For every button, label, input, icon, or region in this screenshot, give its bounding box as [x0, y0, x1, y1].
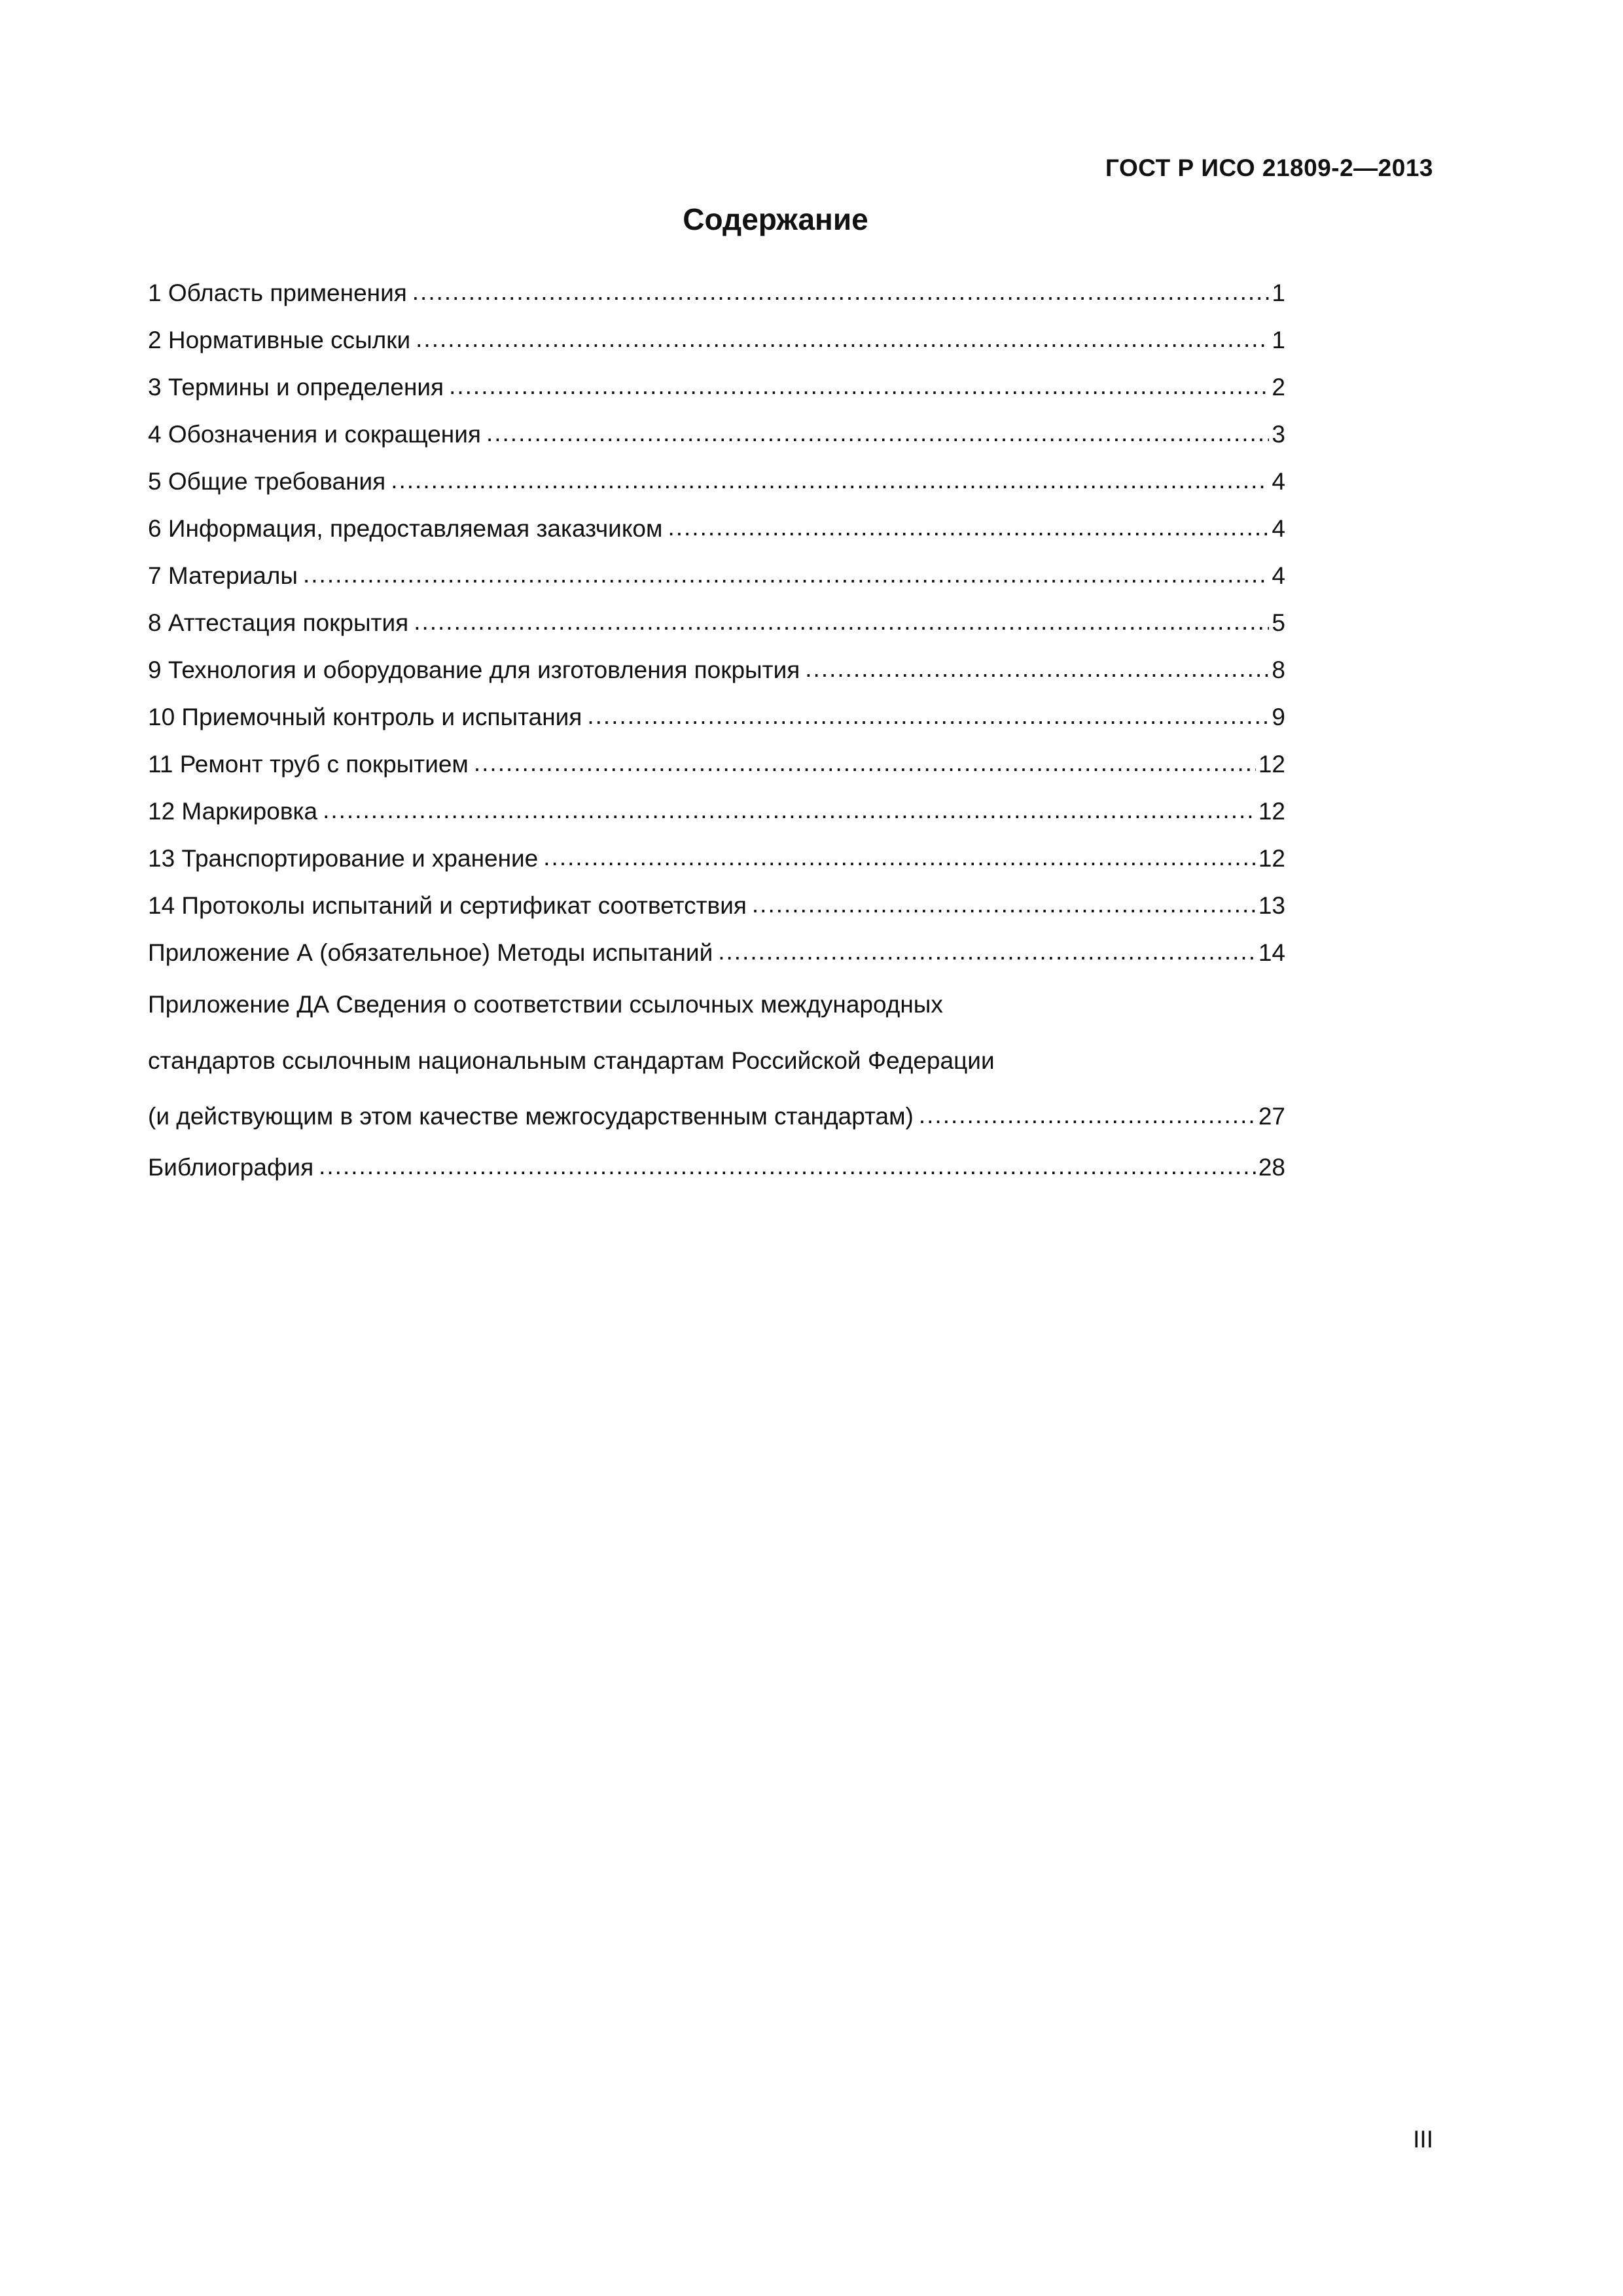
toc-entry-page: 28 — [1258, 1154, 1285, 1181]
dot-leader — [319, 1143, 1256, 1190]
toc-entry-label: 13 Транспортирование и хранение — [148, 845, 539, 872]
toc-entry[interactable] — [148, 788, 1285, 835]
toc-entry-label: 8 Аттестация покрытия — [148, 609, 409, 636]
toc-entry-label: (и действующим в этом качестве межгосударственным стандартам) — [148, 1103, 914, 1130]
toc-entry-label: 6 Информация, предоставляемая заказчиком — [148, 515, 663, 542]
toc-entry[interactable] — [148, 270, 1285, 317]
dot-leader — [391, 457, 1269, 504]
toc-entry[interactable] — [148, 411, 1285, 458]
toc-entry[interactable] — [148, 505, 1285, 552]
dot-leader — [303, 551, 1269, 598]
toc-entry[interactable] — [148, 694, 1285, 741]
dot-leader — [752, 881, 1256, 928]
toc-entry[interactable] — [148, 600, 1285, 647]
toc-entry-page: 13 — [1258, 892, 1285, 919]
toc-entry[interactable] — [148, 364, 1285, 411]
table-of-contents — [148, 270, 1285, 1191]
toc-entry-page: 5 — [1272, 609, 1285, 636]
toc-entry[interactable] — [148, 835, 1285, 882]
dot-leader — [486, 410, 1269, 457]
toc-entry-label: 7 Материалы — [148, 562, 298, 589]
toc-entry-label: 11 Ремонт труб с покрытием — [148, 751, 469, 778]
toc-entry-label: 9 Технология и оборудование для изготовления покрытия — [148, 656, 800, 683]
toc-entry-label: 14 Протоколы испытаний и сертификат соответствия — [148, 892, 747, 919]
toc-entry-page: 12 — [1258, 751, 1285, 778]
toc-entry-label: 12 Маркировка — [148, 798, 318, 825]
toc-entry-page: 2 — [1272, 374, 1285, 401]
toc-entry-appendix-da-line1[interactable]: Приложение ДА Сведения о соответствии ссылочных международных — [148, 991, 943, 1018]
toc-entry[interactable] — [148, 458, 1285, 505]
toc-entry-label: Библиография — [148, 1154, 314, 1181]
dot-leader — [805, 645, 1269, 692]
dot-leader — [718, 928, 1256, 975]
toc-entry-label: 5 Общие требования — [148, 468, 386, 495]
toc-entry-page: 4 — [1272, 515, 1285, 542]
toc-entry-appendix-da-line3[interactable] — [148, 1089, 1285, 1144]
toc-entry-page: 4 — [1272, 562, 1285, 589]
toc-entry-page: 3 — [1272, 421, 1285, 448]
toc-entry-label: 3 Термины и определения — [148, 374, 444, 401]
dot-leader — [414, 598, 1269, 645]
toc-entry[interactable] — [148, 741, 1285, 788]
toc-entry-page: 1 — [1272, 327, 1285, 353]
toc-entry-label: Приложение А (обязательное) Методы испытаний — [148, 939, 713, 966]
toc-entry-page: 4 — [1272, 468, 1285, 495]
toc-entry-bibliography[interactable] — [148, 1144, 1285, 1191]
dot-leader — [416, 315, 1269, 363]
document-code: ГОСТ Р ИСО 21809-2—2013 — [1105, 154, 1433, 181]
page-number: III — [1413, 2126, 1433, 2153]
toc-entry-page: 9 — [1272, 704, 1285, 730]
dot-leader — [474, 740, 1256, 787]
dot-leader — [449, 363, 1269, 410]
dot-leader — [668, 504, 1269, 551]
dot-leader — [587, 692, 1269, 740]
toc-entry-page: 12 — [1258, 845, 1285, 872]
toc-entry[interactable] — [148, 317, 1285, 364]
toc-entry-label: 4 Обозначения и сокращения — [148, 421, 481, 448]
toc-entry[interactable] — [148, 647, 1285, 694]
toc-title: Содержание — [683, 202, 868, 236]
toc-entry-page: 8 — [1272, 656, 1285, 683]
toc-entry[interactable] — [148, 929, 1285, 977]
toc-entry-label: 10 Приемочный контроль и испытания — [148, 704, 582, 730]
toc-entry-appendix-da-line2[interactable]: стандартов ссылочным национальным стандартам Российской Федерации — [148, 1047, 995, 1074]
toc-entry-label: 1 Область применения — [148, 279, 407, 306]
toc-entry[interactable] — [148, 882, 1285, 929]
toc-entry[interactable] — [148, 552, 1285, 600]
toc-entry-page: 12 — [1258, 798, 1285, 825]
toc-entry-page: 1 — [1272, 279, 1285, 306]
toc-entry-page: 27 — [1258, 1103, 1285, 1130]
dot-leader — [412, 268, 1270, 315]
dot-leader — [543, 834, 1256, 881]
toc-entry-page: 14 — [1258, 939, 1285, 966]
dot-leader — [323, 787, 1256, 834]
dot-leader — [919, 1088, 1256, 1143]
toc-entry-label: 2 Нормативные ссылки — [148, 327, 411, 353]
